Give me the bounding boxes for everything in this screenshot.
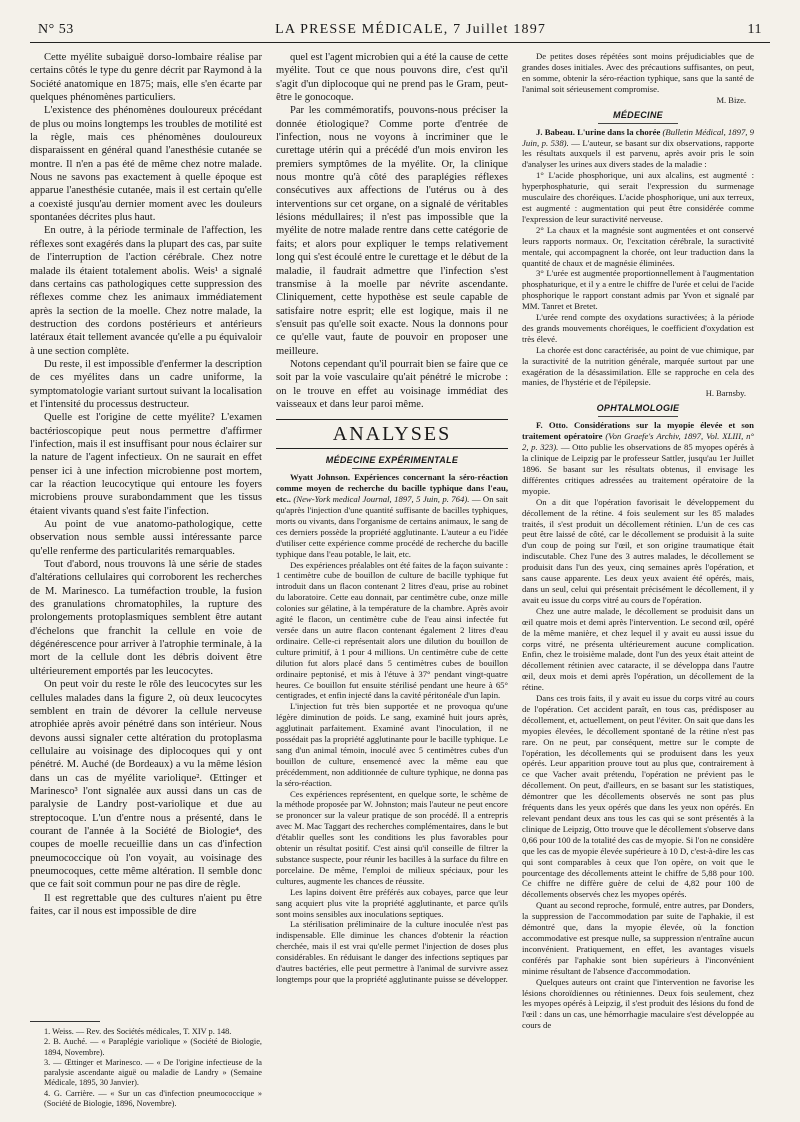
- footnote: 2. B. Auché. — « Paraplégie variolique » (Société de Biologie, 1894, Novembre).: [44, 1037, 262, 1057]
- article-source: (Von Graefe's Archiv, 1897, Vol. XLIII, n° 2, p. 323).: [522, 431, 754, 453]
- column-2: [276, 51, 508, 1116]
- paragraph: Cette myélite subaiguë dorso-lombaire réalise par certains côtés le type du genre décrit par Raymond à la Société anatomique en 1875; mais, elle s'en écarte par quelques phénomènes particuliers.: [30, 52, 262, 104]
- paragraph: Il est regrettable que des cultures n'aient pu être faites, car il nous est impossible de dire: [30, 892, 262, 917]
- paragraph: Dans ces trois faits, il y avait eu issue du corps vitré au cours de l'opération. Cet accident paraît, en tous cas, prédisposer au décollement, et, actuellement, on peut l'éviter. On sait que dans les myopies élevées, le décollement spontané de la rétine n'est pas rare. On ne peut, par conséquent, mettre sur le compte de l'opération, les décollements qui se produisent dans les yeux opérés. Leur apparition prouve tout au plus que, contrairement à ce que Vacher avait prétendu, l'opération ne prévient pas le décollement. On peut, d'ailleurs, en se basant sur les statistiques, démontrer que les décollements observés ne sont pas plus fréquents dans les yeux opérés que dans les yeux non opérés. En relevant pendant deux ans tous les cas qui se sont présentés à la clinique de Leipzig, Otto trouve que le décollement s'observe dans 0,66 pour 100 de la totalité des cas de myopie. Si l'on ne considère que les cas de myopie élevée supérieure à 10 D, c'est-à-dire les cas qui sont comparables à ceux que l'on opère, on voit que le pourcentage des décollements atteint le chiffre de 5,88 pour 100. Ce chiffre ne diffère guère de celui de 4,82 pour 100 de décollements observés chez les myopes opérés.: [522, 693, 754, 900]
- article-source: (Bulletin Médical, 1897, 9 Juin, p. 538).: [522, 126, 754, 148]
- article-title: Considérations sur la myopie élevée et son traitement opératoire: [522, 420, 754, 442]
- signature: H. Barnsby.: [705, 388, 746, 399]
- section-rule: [352, 468, 432, 469]
- footnote: 3. — Œttinger et Marinesco. — « De l'origine infectieuse de la paralysie ascendante aiguë ou maladie de Landry » (Semaine Médicale, 1895, 30 Janvier).: [44, 1057, 262, 1088]
- article-intro: [522, 127, 754, 171]
- article-title: L'urine dans la chorée: [577, 126, 661, 137]
- paragraph: Du reste, il est impossible d'enfermer la description de ces myélites dans un cadre uniforme, la symptomatologie variant surtout suivant la localisation et l'intensité du processus destructeur.: [30, 358, 262, 410]
- paragraph: Les lapins doivent être préférés aux cobayes, parce que leur sang acquiert plus vite la propriété agglutinante, et parce qu'ils sont moins sensibles aux inoculations septiques.: [276, 886, 508, 919]
- section-rule: [598, 416, 678, 417]
- paragraph: La stérilisation préliminaire de la culture inoculée n'est pas indispensable. Elle diminue les chances d'obtenir la réaction cherchée, mais il est vrai qu'elle permet l'injection de doses plus considérables. En réduisant le danger des infections septiques par d'autres bactéries, elle peut permettre à l'animal de survivre assez longtemps pour que la propriété agglutinante puisse se développer.: [276, 919, 508, 984]
- article-johnson: [276, 472, 508, 985]
- article-intro: [522, 420, 754, 496]
- paragraph: Au point de vue anatomo-pathologique, cette observation nous semble aussi intéressante parce qu'elle renferme des particularités remarquables.: [30, 519, 262, 557]
- section-title: MÉDECINE: [613, 109, 663, 120]
- article-title: Expériences concernant la séro-réaction comme moyen de recherche du bacille typhique dans l'eau, etc..: [276, 472, 508, 505]
- paragraph: On a dit que l'opération favorisait le développement du décollement de la rétine. 4 fois seulement sur les 85 malades traités, il s'est produit un décollement rétinien. L'un de ces cas peut être laissé de côté, car le décollement se produisit à la suite d'un coup de poing sur l'œil, et son origine traumatique était indiscutable. Chez l'une des 3 autres malades, le décollement se produisit dans l'un des yeux, cinq semaines après l'opération, et sans cause apparente. Les deux yeux avaient été opérés, mais, dans un seul, celui qui présentait précisément le décollement, il y avait eu issue du corps vitré au cours de l'opération.: [522, 496, 754, 605]
- article-lead: — L'auteur, se basant sur dix observations, rapporte les résultats auxquels il est parvenu, après avoir pris le soin d'analyser les urines aux divers stades de la maladie :: [522, 137, 754, 170]
- paragraph: Quant au second reproche, formulé, entre autres, par Donders, la suppression de l'accommodation par suite de l'aphakie, il est démontré que, dans la myopie élevée, où la fonction accommodative est presque nulle, sa suppression n'entraîne aucun inconvénient. Pratiquement, en effet, les avantages visuels conférés par l'aphakie sont bien supérieurs à l'inconvénient minime résultant de l'absence d'accommodation.: [522, 900, 754, 976]
- paragraph: L'injection fut très bien supportée et ne provoqua qu'une légère diminution de poids. Le sang, examiné huit jours après, agglutinait parfaitement. Examiné avant l'inoculation, il ne possédait pas la propriété agglutinante pour le bacille typhique. Le sang d'un animal témoin, inoculé avec 5 centimètres cubes d'un bouillon de culture, ensemencé avec la même eau que précédemment, non additionnée de culture typhique, ne donna pas la séro-réaction.: [276, 701, 508, 788]
- paragraph: Notons cependant qu'il pourrait bien se faire que ce soit par la voie vasculaire qu'ait pénétré le microbe : on le trouve en effet au voisinage immédiat des vaisseaux et dans leur paroi même.: [276, 358, 508, 410]
- article-lead: — On sait qu'après l'injection d'une quantité suffisante de bacilles typhiques, morts ou vivants, dans l'organisme de certains animaux, le sang de ces derniers possède la propriété agglutinante. L'auteur a eu l'idée d'utiliser cette expérience comme procédé de recherche du bacille typhique dans l'eau potable, le lait, etc.: [276, 494, 508, 559]
- page-number: 11: [747, 22, 762, 37]
- article-author: J. Babeau.: [536, 126, 575, 137]
- footnote-rule: [30, 1021, 100, 1022]
- section-rule: [598, 123, 678, 124]
- signature: M. Bize.: [716, 94, 746, 105]
- paragraph: quel est l'agent microbien qui a été la cause de cette myélite. Tout ce que nous pouvons dire, c'est qu'il s'agit d'un diplocoque qui ne prend pas le Gram, peut-être le gonocoque.: [276, 52, 508, 104]
- footnote: 1. Weiss. — Rev. des Sociétés médicales, T. XIV p. 148.: [44, 1027, 232, 1036]
- column-3: [522, 51, 754, 1116]
- section-heading: [276, 455, 508, 469]
- paragraph: 2° La chaux et la magnésie sont augmentées et ont conservé leurs rapports normaux. Or, l'excitation cérébrale, la suractivité mentale, qui accompagnent la chorée, ont leur traduction dans la quantité de chaux et de magnésie éliminées.: [522, 224, 754, 268]
- section-heading: [522, 110, 754, 124]
- paragraph: On peut voir du reste le rôle des leucocytes sur les cellules malades dans la figure 2, où deux leucocytes semblent en train de dévorer la cellule nerveuse atrophiée après avoir pénétré dans son intérieur. Nous devons aussi signaler cette altération du protoplasma cellulaire au voisinage des diplocoques qui y ont pénétré. M. Auché (de Bordeaux) a vu la même lésion dans un cas de myélite variolique². Œttinger et Marinesco³ l'ont signalée aux aussi dans un cas de paralysie de Landry post-variolique et due au streptocoque. L'un d'entre nous a présenté, dans le courant de l'année à la Société de Biologie⁴, des coupes de moelle recueillie dans un cas d'infection pneumococcique où l'on voyait, au voisinage des pneumocoques, cette même altération. Il semble donc que ce fait soit commun pour ne pas dire de règle.: [30, 679, 262, 891]
- section-title: MÉDECINE EXPÉRIMENTALE: [325, 455, 459, 466]
- page-header: [30, 22, 770, 43]
- journal-title: LA PRESSE MÉDICALE, 7 Juillet 1897: [275, 22, 547, 37]
- article-author: F. Otto.: [536, 420, 568, 431]
- issue-number: N° 53: [38, 22, 74, 37]
- text-columns: [30, 51, 770, 1116]
- footnotes: [30, 1021, 262, 1109]
- paragraph: Chez une autre malade, le décollement se produisit dans un œil quatre mois et demi après l'intervention. Le second œil, opéré de la même manière, et chez lequel il y avait eu aussi issue du corps vitré, ne présenta ultérieurement aucune complication. Enfin, chez le troisième malade, dont l'un des yeux était atteint de décollement rétinien avec cataracte, il se développa dans l'autre œil, deux mois et demi après l'opération, un décollement de la rétine.: [522, 605, 754, 693]
- footnote: 4. G. Carrière. — « Sur un cas d'infection pneumococcique » (Société de Biologie, 1896, Novembre).: [44, 1088, 262, 1109]
- paragraph: En outre, à la période terminale de l'affection, les réflexes sont exagérés dans la plupart des cas, par suite de l'interruption de l'action cérébrale. Chez notre malade ils étaient totalement abolis. Weis¹ a signalé dans certains cas pathologiques cette suppression des réflexes comme chez les animaux immédiatement après la section de la moelle. Chez notre malade, la destruction des cordons postérieurs et antérieurs latéraux était tellement avancée qu'elle a pu équivaloir à une section complète.: [30, 225, 262, 357]
- column-1: [30, 51, 262, 1116]
- paragraph: Quelle est l'origine de cette myélite? L'examen bactérioscopique peut nous permettre d'affirmer l'infection, mais il est insuffisant pour nous éclairer sur la nature de l'agent infectieux. On ne saurait en effet penser ici à une infection microbienne post mortem, car la réaction leucocytique qui entoure les foyers microbiens prouve surabondamment que les tissus étaient vivants quand s'est faite l'infection.: [30, 412, 262, 517]
- article-source: (New-York medical Journal, 1897, 5 Juin, p. 764).: [293, 494, 470, 505]
- paragraph: Tout d'abord, nous trouvons là une série de stades d'altérations cellulaires qui corroborent les recherches de M. Marinesco. La tuméfaction trouble, la fusion des granulations chromatophiles, la rupture des prolongements protoplasmiques semblent être autant d'échelons que franchit la cellule en voie de dégénérescence pour arriver à l'atrophie terminale, à la mort de la cellule dont les débris doivent être ultérieurement emportés par les leucocytes.: [30, 559, 262, 677]
- paragraph: Quelques auteurs ont craint que l'intervention ne favorise les lésions choroïdiennes ou rétiniennes. Deux fois seulement, chez les myopes opérés à Leipzig, il s'est produit des lésions du fond de l'œil : dans un cas, une hémorrhagie maculaire s'est développée au cours de: [522, 976, 754, 1031]
- section-heading: [522, 403, 754, 417]
- paragraph: 3° L'urée est augmentée proportionnellement à l'augmentation phosphaturique, et il y a entre le chiffre de l'urée et celui de l'acide phosphorique le rapport constant admis par Yvon et signalé par MM. Tanret et Bretet.: [522, 268, 754, 312]
- paragraph: L'urée rend compte des oxydations suractivées; à la période des grands mouvements choréiques, le coefficient d'oxydation est très élevé.: [522, 312, 754, 344]
- section-title: OPHTALMOLOGIE: [596, 403, 680, 414]
- article-lead: — Otto publie les observations de 85 myopes opérés à la clinique de Leipzig par le professeur Sattler, jusqu'au 1er Juillet 1896. Se basant sur les résultats obtenus, il envisage les différentes critiques adressées au traitement opératoire de la myopie.: [522, 442, 754, 496]
- paragraph: Par les commémoratifs, pouvons-nous préciser la donnée étiologique? Comme porte d'entrée de l'infection, nous ne voyons à incriminer que le curettage utérin qui a précédé d'un mois environ les premiers symptômes de la myélite. Or, la clinique nous montre qu'à côté des paraplégies réflexes consécutives aux affections de l'utérus ou à des interventions sur cet organe, on a signalé de véritables lésions médullaires; il n'est pas impossible que la myélite de notre malade rentre dans cette catégorie de faits; et alors pour expliquer le temps relativement long qui s'est écoulé entre le curettage et le début de la maladie, il faudrait admettre que l'infection s'est transmise à la moelle par névrite ascendante. Cliniquement, cette hypothèse est seule capable de satisfaire notre esprit; elle est logique, mais il ne s'ensuit pas qu'elle soit exacte. Nous la donnons pour ce qu'elle vaut, faute de pouvoir en proposer une meilleure.: [276, 105, 508, 357]
- paragraph: L'existence des phénomènes douloureux précédant de plus ou moins longtemps les troubles de motilité est la règle, mais ces phénomènes douloureux disparaissent en général quand l'anesthésie cutanée se montre. Il n'en a pas été de même chez notre malade. Nous ne savons pas exactement à quelle époque est apparue l'anesthésie cutanée, mais il est certain qu'elle a coexisté jusqu'au dernier moment avec les douleurs spontanées décrites plus haut.: [30, 105, 262, 224]
- paragraph: Ces expériences représentent, en quelque sorte, le schème de la méthode proposée par W. Johnston; mais l'auteur ne peut encore se prononcer sur la valeur pratique de son procédé. Il a entrepris avec M. Mac Taggart des recherches complémentaires, dans le but d'établir quelles sont les conditions les plus favorables pour obtenir un résultat positif. C'est ainsi qu'il conseille de filtrer la substance suspecte, pour réunir les bacilles à la surface du filtre en porcelaine. De même, l'emploi de milieux spéciaux, pour les cultures, augmente les chances de réussite.: [276, 788, 508, 886]
- paragraph: La chorée est donc caractérisée, au point de vue chimique, par la suractivité de la nutrition générale, marquée surtout par une exagération de la désassimilation. Elle se rapproche en cela des manies, de l'hystérie et de l'épilepsie.: [522, 344, 754, 388]
- paragraph: 1° L'acide phosphorique, uni aux alcalins, est augmenté : hyperphosphaturie, qui serait l'expression du surmenage musculaire des choréiques. L'acide phosphorique, uni aux terreux, est augmenté : augmentation qui peut être considérée comme l'expression de leur suractivité nerveuse.: [522, 170, 754, 224]
- paragraph: Des expériences préalables ont été faites de la façon suivante : 1 centimètre cube de bouillon de culture de bacille typhique fut introduit dans un flacon contenant 2 litres d'eau, prise au robinet du laboratoire. Cette eau donnait, par centimètre cube, onze mille colonies sur gélatine, à la température de la chambre. Après avoir agité le flacon, un centimètre cube de l'eau ainsi infectée fut versée dans un autre flacon contenant également 2 litres d'eau ordinaire. Celle-ci représentait alors une dilution du bouillon de culture primitif, à 1 pour 4 millions. Un centimètre cube de cette dilution fut alors placé dans 5 centimètres cubes de bouillon ordinaire peptonisé, et mis à l'étuve à 37° pendant vingt-quatre heures. Ce bouillon fut ensuite stérilisé pendant une heure à 65° centigrades, et enfin injecté dans la cavité péritonéale d'un lapin.: [276, 559, 508, 701]
- article-intro: [276, 472, 508, 559]
- analyses-banner: ANALYSES: [276, 419, 508, 449]
- paragraph: De petites doses répétées sont moins préjudiciables que de grandes doses initiales. Avec des précautions suffisantes, on peut, en somme, obtenir la séro-réaction typhique, sans que la santé de l'animal soit sérieusement compromise.: [522, 51, 754, 94]
- article-author: Wyatt Johnson.: [290, 472, 350, 483]
